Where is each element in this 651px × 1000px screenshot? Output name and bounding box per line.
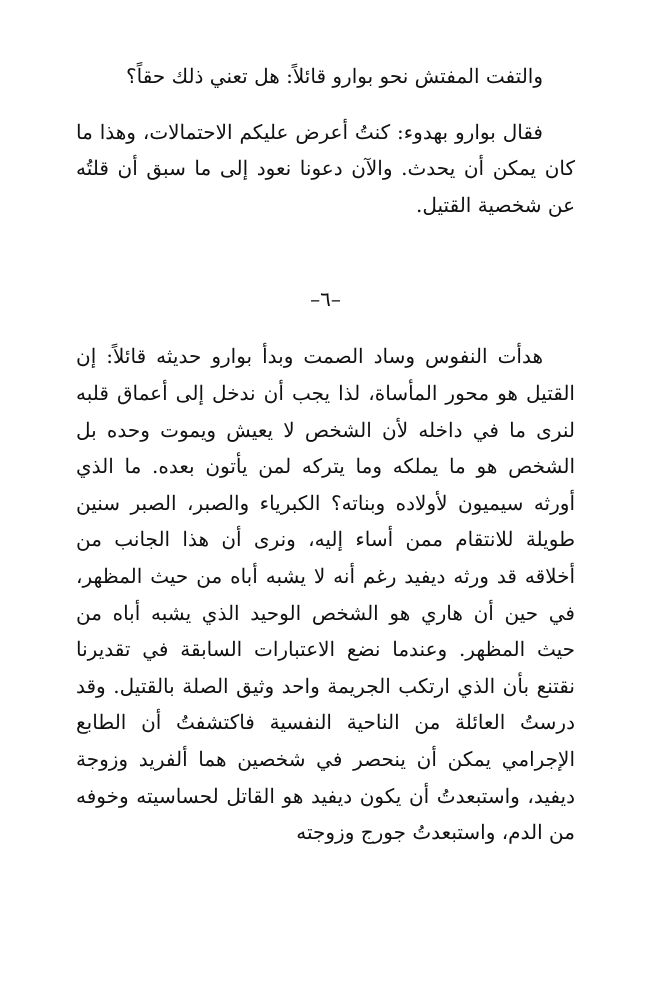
paragraph-inspector-question: والتفت المفتش نحو بوارو قائلاً: هل تعني ذلك حقاً؟ — [126, 64, 543, 88]
paragraph-poirot-analysis: هدأت النفوس وساد الصمت وبدأ بوارو حديثه قائلاً: إن القتيل هو محور المأساة، لذا يجب أن ندخل إلى أعماق قلبه لنرى ما في داخله لأن الشخص لا يعيش ويموت وحده بل الشخص هو ما يملكه وما يتركه لمن يأتون بعده. ما الذي أورثه سيميون لأولاده وبناته؟ الكبرياء والصبر، الصبر سنين طويلة للانتقام ممن أساء إليه، ونرى أن هذا الجانب من أخلاقه قد ورثه ديفيد رغم أنه لا يشبه أباه من حيث المظهر، في حين أن هاري هو الشخص الوحيد الذي يشبه أباه من حيث المظهر. وعندما نضع الاعتبارات السابقة في تقديرنا نقتنع بأن الذي ارتكب الجريمة واحد وثيق الصلة بالقتيل. وقد درستُ العائلة من الناحية النفسية فاكتشفتُ أن الطابع الإجرامي يمكن أن ينحصر في شخصين هما ألفريد وزوجة ديفيد، واستبعدتُ أن يكون ديفيد هو القاتل لحساسيته وخوفه من الدم، واستبعدتُ جورج وزوجته — [76, 344, 575, 845]
paragraph-poirot-reply: فقال بوارو بهدوء: كنتُ أعرض عليكم الاحتمالات، وهذا ما كان يمكن أن يحدث. والآن دعونا نعود إلى ما سبق أن قلتُه عن شخصية القتيل. — [76, 119, 575, 217]
section-number: –٦– — [310, 287, 341, 312]
